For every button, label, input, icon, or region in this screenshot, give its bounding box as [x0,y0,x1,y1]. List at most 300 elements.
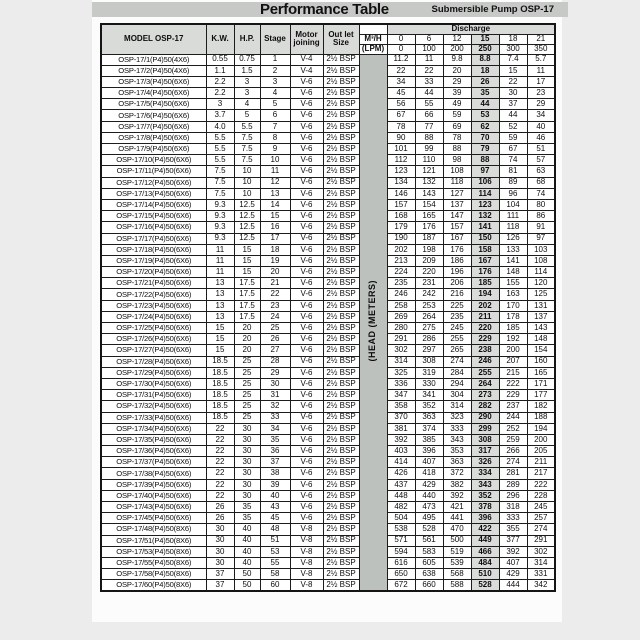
cell-motor: V-6 [290,345,323,356]
table-row [101,300,555,311]
cell-stage: 33 [260,412,290,423]
m3h-value: 21 [527,34,555,44]
head-meters-axis-label: (HEAD (METERS) [367,280,378,362]
cell-discharge-18m3h: 355 [499,524,527,535]
cell-stage: 5 [260,99,290,110]
cell-motor: V-4 [290,54,323,65]
cell-discharge-21m3h: 5.7 [527,54,555,65]
table-row [101,390,555,401]
cell-motor: V-6 [290,188,323,199]
cell-motor: V-6 [290,446,323,457]
cell-discharge-18m3h: 237 [499,401,527,412]
cell-outlet: 2½ BSP [323,65,359,76]
cell-discharge-6m3h: 440 [415,490,443,501]
cell-discharge-12m3h: 500 [443,535,471,546]
cell-kw: 2.2 [206,88,234,99]
cell-discharge-15m3h: 132 [471,211,499,222]
cell-outlet: 2½ BSP [323,110,359,121]
table-row [101,557,555,568]
cell-discharge-18m3h: 229 [499,390,527,401]
cell-hp: 17.5 [234,289,260,300]
cell-discharge-21m3h: 211 [527,457,555,468]
cell-hp: 40 [234,557,260,568]
cell-kw: 9.3 [206,199,234,210]
cell-discharge-6m3h: 198 [415,244,443,255]
cell-stage: 40 [260,490,290,501]
cell-discharge-18m3h: 296 [499,490,527,501]
cell-discharge-21m3h: 137 [527,311,555,322]
cell-model: OSP-17/31(P4)50(6X6) [101,390,206,401]
cell-hp: 0.75 [234,54,260,65]
cell-outlet: 2½ BSP [323,233,359,244]
cell-stage: 10 [260,155,290,166]
cell-motor: V-6 [290,144,323,155]
cell-discharge-12m3h: 539 [443,557,471,568]
cell-outlet: 2½ BSP [323,401,359,412]
cell-stage: 16 [260,222,290,233]
cell-discharge-18m3h: 81 [499,166,527,177]
cell-motor: V-6 [290,490,323,501]
cell-discharge-12m3h: 294 [443,378,471,389]
cell-discharge-6m3h: 88 [415,132,443,143]
cell-stage: 37 [260,457,290,468]
cell-outlet: 2½ BSP [323,334,359,345]
cell-kw: 15 [206,323,234,334]
cell-model: OSP-17/33(P4)50(6X6) [101,412,206,423]
cell-discharge-0m3h: 437 [387,479,415,490]
cell-discharge-6m3h: 264 [415,311,443,322]
cell-discharge-21m3h: 125 [527,289,555,300]
table-row [101,211,555,222]
table-row [101,569,555,580]
table-row [101,188,555,199]
cell-discharge-6m3h: 528 [415,524,443,535]
cell-discharge-15m3h: 396 [471,513,499,524]
cell-stage: 4 [260,88,290,99]
cell-hp: 17.5 [234,311,260,322]
cell-discharge-18m3h: 252 [499,423,527,434]
cell-discharge-0m3h: 34 [387,76,415,87]
cell-discharge-15m3h: 343 [471,479,499,490]
cell-discharge-18m3h: 155 [499,278,527,289]
cell-outlet: 2½ BSP [323,513,359,524]
cell-stage: 31 [260,390,290,401]
cell-discharge-0m3h: 168 [387,211,415,222]
table-row [101,434,555,445]
cell-discharge-21m3h: 143 [527,323,555,334]
cell-motor: V-6 [290,233,323,244]
cell-kw: 2.2 [206,76,234,87]
table-row [101,110,555,121]
cell-stage: 32 [260,401,290,412]
cell-discharge-21m3h: 97 [527,233,555,244]
cell-discharge-6m3h: 473 [415,502,443,513]
cell-discharge-15m3h: 185 [471,278,499,289]
cell-discharge-21m3h: 23 [527,88,555,99]
cell-outlet: 2½ BSP [323,244,359,255]
cell-hp: 3 [234,76,260,87]
cell-discharge-18m3h: 148 [499,267,527,278]
cell-kw: 30 [206,557,234,568]
cell-discharge-6m3h: 418 [415,468,443,479]
cell-kw: 7.5 [206,177,234,188]
cell-model: OSP-17/9(P4)50(6X6) [101,144,206,155]
cell-discharge-21m3h: 11 [527,65,555,76]
cell-discharge-18m3h: 170 [499,300,527,311]
cell-outlet: 2½ BSP [323,99,359,110]
cell-discharge-15m3h: 8.8 [471,54,499,65]
cell-hp: 15 [234,267,260,278]
cell-hp: 40 [234,546,260,557]
cell-kw: 26 [206,502,234,513]
cell-discharge-0m3h: 448 [387,490,415,501]
cell-hp: 3 [234,88,260,99]
cell-discharge-0m3h: 78 [387,121,415,132]
cell-discharge-12m3h: 441 [443,513,471,524]
cell-discharge-6m3h: 308 [415,356,443,367]
cell-discharge-0m3h: 302 [387,345,415,356]
cell-discharge-15m3h: 167 [471,255,499,266]
page-subtitle: Submersible Pump OSP-17 [431,4,554,15]
cell-kw: 11 [206,244,234,255]
cell-kw: 22 [206,490,234,501]
cell-discharge-15m3h: 79 [471,144,499,155]
cell-motor: V-6 [290,311,323,322]
cell-discharge-6m3h: 99 [415,144,443,155]
cell-motor: V-6 [290,88,323,99]
cell-motor: V-6 [290,121,323,132]
table-row [101,524,555,535]
cell-discharge-15m3h: 273 [471,390,499,401]
cell-motor: V-6 [290,457,323,468]
cell-discharge-18m3h: 281 [499,468,527,479]
cell-hp: 30 [234,457,260,468]
cell-discharge-12m3h: 382 [443,479,471,490]
cell-kw: 7.5 [206,188,234,199]
cell-kw: 1.1 [206,65,234,76]
cell-discharge-12m3h: 235 [443,311,471,322]
cell-discharge-15m3h: 510 [471,569,499,580]
cell-model: OSP-17/2(P4)50(4X6) [101,65,206,76]
cell-discharge-12m3h: 225 [443,300,471,311]
cell-discharge-15m3h: 211 [471,311,499,322]
m3h-value: 6 [415,34,443,44]
cell-discharge-12m3h: 216 [443,289,471,300]
cell-discharge-18m3h: 22 [499,76,527,87]
lpm-value: 100 [415,44,443,54]
cell-motor: V-6 [290,378,323,389]
cell-discharge-12m3h: 519 [443,546,471,557]
table-row [101,457,555,468]
cell-discharge-6m3h: 286 [415,334,443,345]
cell-kw: 22 [206,479,234,490]
cell-discharge-6m3h: 77 [415,121,443,132]
cell-discharge-12m3h: 470 [443,524,471,535]
cell-hp: 15 [234,255,260,266]
cell-discharge-12m3h: 9.8 [443,54,471,65]
cell-model: OSP-17/60(P4)50(8X6) [101,580,206,591]
cell-discharge-15m3h: 282 [471,401,499,412]
cell-kw: 5.5 [206,144,234,155]
cell-motor: V-8 [290,524,323,535]
cell-discharge-6m3h: 583 [415,546,443,557]
cell-hp: 1.5 [234,65,260,76]
cell-motor: V-6 [290,267,323,278]
cell-discharge-18m3h: 104 [499,199,527,210]
cell-kw: 18.5 [206,412,234,423]
cell-model: OSP-17/12(P4)50(6X6) [101,177,206,188]
cell-discharge-0m3h: 325 [387,367,415,378]
cell-discharge-12m3h: 343 [443,434,471,445]
cell-discharge-6m3h: 330 [415,378,443,389]
cell-motor: V-6 [290,76,323,87]
cell-discharge-12m3h: 421 [443,502,471,513]
cell-discharge-15m3h: 150 [471,233,499,244]
cell-discharge-6m3h: 110 [415,155,443,166]
cell-model: OSP-17/27(P4)50(6X6) [101,345,206,356]
cell-discharge-21m3h: 148 [527,334,555,345]
cell-kw: 9.3 [206,211,234,222]
cell-outlet: 2½ BSP [323,502,359,513]
cell-model: OSP-17/3(P4)50(6X6) [101,76,206,87]
cell-discharge-21m3h: 29 [527,99,555,110]
cell-discharge-6m3h: 154 [415,199,443,210]
table-row [101,479,555,490]
cell-discharge-0m3h: 314 [387,356,415,367]
cell-hp: 17.5 [234,300,260,311]
cell-discharge-21m3h: 331 [527,569,555,580]
cell-discharge-12m3h: 588 [443,580,471,591]
cell-model: OSP-17/1(P4)50(4X6) [101,54,206,65]
table-row [101,278,555,289]
cell-discharge-15m3h: 202 [471,300,499,311]
cell-stage: 43 [260,502,290,513]
cell-discharge-21m3h: 40 [527,121,555,132]
table-row [101,244,555,255]
cell-discharge-12m3h: 333 [443,423,471,434]
cell-motor: V-6 [290,323,323,334]
cell-discharge-12m3h: 196 [443,267,471,278]
cell-discharge-6m3h: 495 [415,513,443,524]
table-row [101,289,555,300]
table-row [101,166,555,177]
cell-discharge-21m3h: 188 [527,412,555,423]
cell-discharge-12m3h: 323 [443,412,471,423]
cell-discharge-18m3h: 52 [499,121,527,132]
cell-discharge-6m3h: 363 [415,412,443,423]
table-row [101,233,555,244]
cell-discharge-15m3h: 35 [471,88,499,99]
cell-discharge-0m3h: 146 [387,188,415,199]
cell-outlet: 2½ BSP [323,199,359,210]
cell-discharge-6m3h: 187 [415,233,443,244]
cell-model: OSP-17/51(P4)50(8X6) [101,535,206,546]
cell-discharge-6m3h: 121 [415,166,443,177]
cell-model: OSP-17/23(P4)50(6X6) [101,300,206,311]
table-row [101,378,555,389]
cell-discharge-0m3h: 67 [387,110,415,121]
table-row [101,54,555,65]
cell-discharge-18m3h: 192 [499,334,527,345]
cell-hp: 12.5 [234,199,260,210]
cell-discharge-18m3h: 74 [499,155,527,166]
cell-discharge-6m3h: 132 [415,177,443,188]
column-header-outlet-size: Out let Size [323,24,359,54]
cell-motor: V-6 [290,177,323,188]
cell-motor: V-6 [290,513,323,524]
cell-discharge-15m3h: 255 [471,367,499,378]
cell-discharge-18m3h: 15 [499,65,527,76]
cell-discharge-12m3h: 304 [443,390,471,401]
cell-stage: 3 [260,76,290,87]
cell-stage: 60 [260,580,290,591]
cell-discharge-15m3h: 466 [471,546,499,557]
cell-model: OSP-17/40(P4)50(6X6) [101,490,206,501]
cell-outlet: 2½ BSP [323,121,359,132]
cell-discharge-18m3h: 266 [499,446,527,457]
cell-discharge-6m3h: 561 [415,535,443,546]
cell-outlet: 2½ BSP [323,546,359,557]
cell-hp: 5 [234,110,260,121]
cell-motor: V-6 [290,99,323,110]
cell-discharge-0m3h: 571 [387,535,415,546]
cell-hp: 30 [234,446,260,457]
cell-discharge-12m3h: 49 [443,99,471,110]
cell-stage: 30 [260,378,290,389]
cell-discharge-15m3h: 378 [471,502,499,513]
cell-discharge-6m3h: 242 [415,289,443,300]
cell-discharge-21m3h: 205 [527,446,555,457]
cell-hp: 25 [234,401,260,412]
column-header-motor-joining: Motor joining [290,24,323,54]
cell-motor: V-6 [290,211,323,222]
cell-hp: 40 [234,524,260,535]
table-row [101,144,555,155]
cell-discharge-12m3h: 206 [443,278,471,289]
cell-discharge-6m3h: 352 [415,401,443,412]
cell-discharge-18m3h: 67 [499,144,527,155]
cell-discharge-6m3h: 209 [415,255,443,266]
cell-discharge-12m3h: 118 [443,177,471,188]
m3h-value: 12 [443,34,471,44]
cell-model: OSP-17/10(P4)50(6X6) [101,155,206,166]
cell-hp: 20 [234,323,260,334]
cell-hp: 30 [234,423,260,434]
cell-discharge-18m3h: 333 [499,513,527,524]
cell-discharge-12m3h: 372 [443,468,471,479]
cell-discharge-0m3h: 11.2 [387,54,415,65]
cell-discharge-15m3h: 449 [471,535,499,546]
cell-outlet: 2½ BSP [323,144,359,155]
cell-discharge-15m3h: 422 [471,524,499,535]
title-bar [92,2,568,17]
cell-hp: 10 [234,188,260,199]
cell-outlet: 2½ BSP [323,479,359,490]
cell-stage: 8 [260,132,290,143]
cell-outlet: 2½ BSP [323,580,359,591]
cell-discharge-15m3h: 334 [471,468,499,479]
table-row [101,255,555,266]
cell-discharge-21m3h: 222 [527,479,555,490]
cell-discharge-12m3h: 568 [443,569,471,580]
cell-discharge-0m3h: 426 [387,468,415,479]
cell-kw: 15 [206,334,234,345]
cell-discharge-21m3h: 34 [527,110,555,121]
cell-model: OSP-17/19(P4)50(6X6) [101,255,206,266]
cell-discharge-15m3h: 70 [471,132,499,143]
cell-model: OSP-17/28(P4)50(6X6) [101,356,206,367]
cell-discharge-21m3h: 114 [527,267,555,278]
cell-outlet: 2½ BSP [323,412,359,423]
cell-discharge-21m3h: 217 [527,468,555,479]
cell-discharge-21m3h: 291 [527,535,555,546]
cell-motor: V-6 [290,334,323,345]
cell-model: OSP-17/20(P4)50(6X6) [101,267,206,278]
cell-motor: V-8 [290,569,323,580]
cell-discharge-21m3h: 274 [527,524,555,535]
cell-kw: 13 [206,300,234,311]
cell-hp: 50 [234,569,260,580]
cell-kw: 11 [206,255,234,266]
cell-model: OSP-17/14(P4)50(6X6) [101,199,206,210]
cell-stage: 27 [260,345,290,356]
cell-model: OSP-17/16(P4)50(6X6) [101,222,206,233]
cell-motor: V-8 [290,546,323,557]
cell-discharge-18m3h: 429 [499,569,527,580]
cell-discharge-0m3h: 56 [387,99,415,110]
cell-discharge-15m3h: 264 [471,378,499,389]
cell-discharge-6m3h: 638 [415,569,443,580]
cell-discharge-15m3h: 97 [471,166,499,177]
cell-discharge-18m3h: 111 [499,211,527,222]
cell-stage: 58 [260,569,290,580]
cell-model: OSP-17/29(P4)50(6X6) [101,367,206,378]
cell-model: OSP-17/7(P4)50(6X6) [101,121,206,132]
cell-discharge-0m3h: 392 [387,434,415,445]
cell-discharge-21m3h: 314 [527,557,555,568]
cell-outlet: 2½ BSP [323,468,359,479]
cell-discharge-6m3h: 319 [415,367,443,378]
cell-discharge-21m3h: 154 [527,345,555,356]
cell-stage: 53 [260,546,290,557]
cell-discharge-21m3h: 257 [527,513,555,524]
cell-discharge-12m3h: 20 [443,65,471,76]
cell-discharge-12m3h: 186 [443,255,471,266]
cell-outlet: 2½ BSP [323,166,359,177]
table-row [101,345,555,356]
cell-discharge-18m3h: 392 [499,546,527,557]
cell-hp: 25 [234,378,260,389]
cell-kw: 11 [206,267,234,278]
cell-stage: 51 [260,535,290,546]
cell-discharge-6m3h: 143 [415,188,443,199]
cell-discharge-18m3h: 259 [499,434,527,445]
cell-discharge-6m3h: 11 [415,54,443,65]
cell-discharge-21m3h: 194 [527,423,555,434]
cell-discharge-18m3h: 37 [499,99,527,110]
cell-model: OSP-17/58(P4)50(8X6) [101,569,206,580]
table-row [101,502,555,513]
cell-stage: 1 [260,54,290,65]
cell-kw: 37 [206,569,234,580]
table-row [101,199,555,210]
cell-discharge-12m3h: 108 [443,166,471,177]
cell-discharge-21m3h: 342 [527,580,555,591]
cell-stage: 13 [260,188,290,199]
cell-kw: 22 [206,457,234,468]
cell-stage: 7 [260,121,290,132]
cell-kw: 7.5 [206,166,234,177]
